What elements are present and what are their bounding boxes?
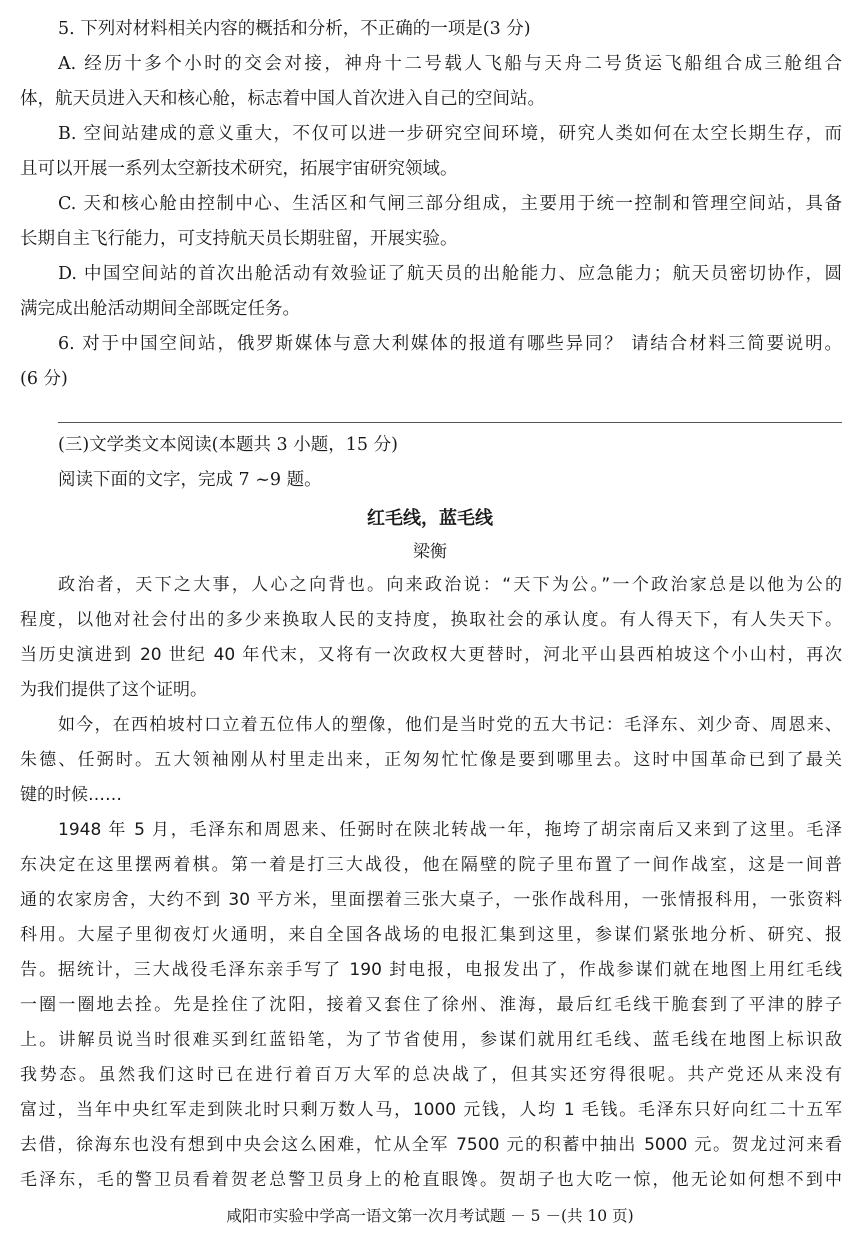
passage-line: 政治者，天下之大事，人心之向背也。向来政治说：“天下为公。”一个政治家总是以他为公的 xyxy=(58,575,842,595)
q5-option-d-line2: 满完成出舱活动期间全部既定任务。 xyxy=(20,299,300,319)
passage-line: 键的时候…… xyxy=(20,785,122,805)
passage-line: 科用。大屋子里彻夜灯火通明，来自全国各战场的电报汇集到这里，参谋们紧张地分析、研究、报 xyxy=(20,925,842,945)
q6-line2: (6 分) xyxy=(20,369,68,389)
q6-line1: 6. 对于中国空间站，俄罗斯媒体与意大利媒体的报道有哪些异同？ 请结合材料三简要说明。 xyxy=(58,334,842,354)
passage-line: 一圈一圈地去拴。先是拴住了沈阳，接着又套住了徐州、淮海，最后红毛线干脆套到了平津的脖子 xyxy=(20,995,842,1015)
passage-line: 通的农家房舍，大约不到 30 平方米，里面摆着三张大桌子，一张作战科用，一张情报科用，一张资料 xyxy=(20,890,842,910)
passage-line: 朱德、任弼时。五大领袖刚从村里走出来，正匆匆忙忙像是要到哪里去。这时中国革命已到了最关 xyxy=(20,750,842,770)
q5-option-a-line2: 体，航天员进入天和核心舱，标志着中国人首次进入自己的空间站。 xyxy=(20,89,545,109)
passage-line: 当历史演进到 20 世纪 40 年代末，又将有一次政权大更替时，河北平山县西柏坡这个小山村，再次 xyxy=(20,645,842,665)
passage-line: 1948 年 5 月，毛泽东和周恩来、任弼时在陕北转战一年，拖垮了胡宗南后又来到了这里。毛泽 xyxy=(58,820,842,840)
section-heading: (三)文学类文本阅读(本题共 3 小题，15 分) xyxy=(58,435,398,455)
q5-option-b-line1: B. 空间站建成的意义重大，不仅可以进一步研究空间环境，研究人类如何在太空长期生存，而 xyxy=(58,124,842,144)
passage-line: 上。讲解员说当时很难买到红蓝铅笔，为了节省使用，参谋们就用红毛线、蓝毛线在地图上标识敌 xyxy=(20,1030,842,1050)
page-footer: 咸阳市实验中学高一语文第一次月考试题 － 5 －(共 10 页) xyxy=(226,1207,634,1225)
passage-line: 富过，当年中央红军走到陕北时只剩万数人马，1000 元钱，人均 1 毛钱。毛泽东只好向红二十五军 xyxy=(20,1100,842,1120)
passage-line: 去借，徐海东也没有想到中央会这么困难，忙从全军 7500 元的积蓄中抽出 5000 元。贺龙过河来看 xyxy=(20,1135,842,1155)
passage-line: 毛泽东，毛的警卫员看着贺老总警卫员身上的枪直眼馋。贺胡子也大吃一惊，他无论如何想不到中 xyxy=(20,1170,842,1190)
article-author: 梁衡 xyxy=(413,542,447,562)
q5-option-b-line2: 且可以开展一系列太空新技术研究，拓展宇宙研究领域。 xyxy=(20,159,458,179)
passage-line: 为我们提供了这个证明。 xyxy=(20,680,207,700)
passage-line: 如今，在西柏坡村口立着五位伟人的塑像，他们是当时党的五大书记：毛泽东、刘少奇、周恩来、 xyxy=(58,715,842,735)
q5-option-d-line1: D. 中国空间站的首次出舱活动有效验证了航天员的出舱能力、应急能力；航天员密切协作，圆 xyxy=(58,264,842,284)
passage-line: 我势态。虽然我们这时已在进行着百万大军的总决战了，但其实还穷得很呢。共产党还从来没有 xyxy=(20,1065,842,1085)
q5-option-c-line2: 长期自主飞行能力，可支持航天员长期驻留，开展实验。 xyxy=(20,229,458,249)
passage-line: 程度，以他对社会付出的多少来换取人民的支持度，换取社会的承认度。有人得天下，有人失天下。 xyxy=(20,610,842,630)
q5-stem: 5. 下列对材料相关内容的概括和分析，不正确的一项是(3 分) xyxy=(58,19,531,39)
passage-line: 告。据统计，三大战役毛泽东亲手写了 190 封电报，电报发出了，作战参谋们就在地图上用红毛线 xyxy=(20,960,842,980)
q5-option-a-line1: A. 经历十多个小时的交会对接，神舟十二号载人飞船与天舟二号货运飞船组合成三舱组合 xyxy=(58,54,842,74)
q5-option-c-line1: C. 天和核心舱由控制中心、生活区和气闸三部分组成，主要用于统一控制和管理空间站，具备 xyxy=(58,194,842,214)
section-instruction: 阅读下面的文字，完成 7 ~9 题。 xyxy=(58,470,322,490)
passage-line: 东决定在这里摆两着棋。第一着是打三大战役，他在隔壁的院子里布置了一间作战室，这是一间普 xyxy=(20,855,842,875)
section-divider xyxy=(58,422,842,423)
article-title: 红毛线，蓝毛线 xyxy=(367,508,493,529)
